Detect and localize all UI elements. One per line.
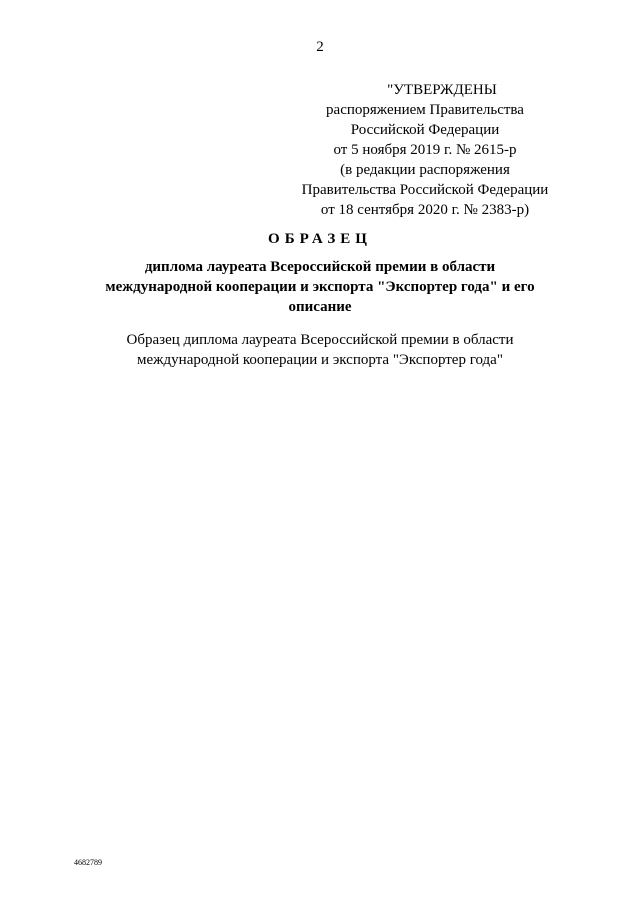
approval-heading: "УТВЕРЖДЕНЫ bbox=[387, 82, 497, 98]
approval-line: Российской Федерации bbox=[350, 122, 500, 138]
approval-line: (в редакции распоряжения bbox=[340, 162, 510, 178]
page-number: 2 bbox=[316, 39, 324, 55]
document-id: 4682789 bbox=[74, 858, 102, 867]
subtitle-line: диплома лауреата Всероссийской премии в области bbox=[144, 259, 496, 275]
approval-line: Правительства Российской Федерации bbox=[301, 182, 549, 198]
document-subtitle bbox=[90, 257, 550, 317]
subtitle-line: описание bbox=[288, 299, 352, 315]
approval-line: распоряжением Правительства bbox=[326, 102, 524, 118]
caption-line: Образец диплома лауреата Всероссийской премии в области bbox=[126, 332, 514, 348]
approval-block bbox=[290, 80, 560, 220]
sample-caption bbox=[90, 330, 550, 370]
approval-line: от 5 ноября 2019 г. № 2615-р bbox=[333, 142, 517, 158]
subtitle-line: международной кооперации и экспорта "Экспортер года" и его bbox=[105, 279, 535, 295]
approval-line: от 18 сентября 2020 г. № 2383-р) bbox=[320, 202, 530, 218]
document-title: ОБРАЗЕЦ bbox=[268, 231, 372, 247]
caption-line: международной кооперации и экспорта "Экспортер года" bbox=[137, 352, 503, 368]
